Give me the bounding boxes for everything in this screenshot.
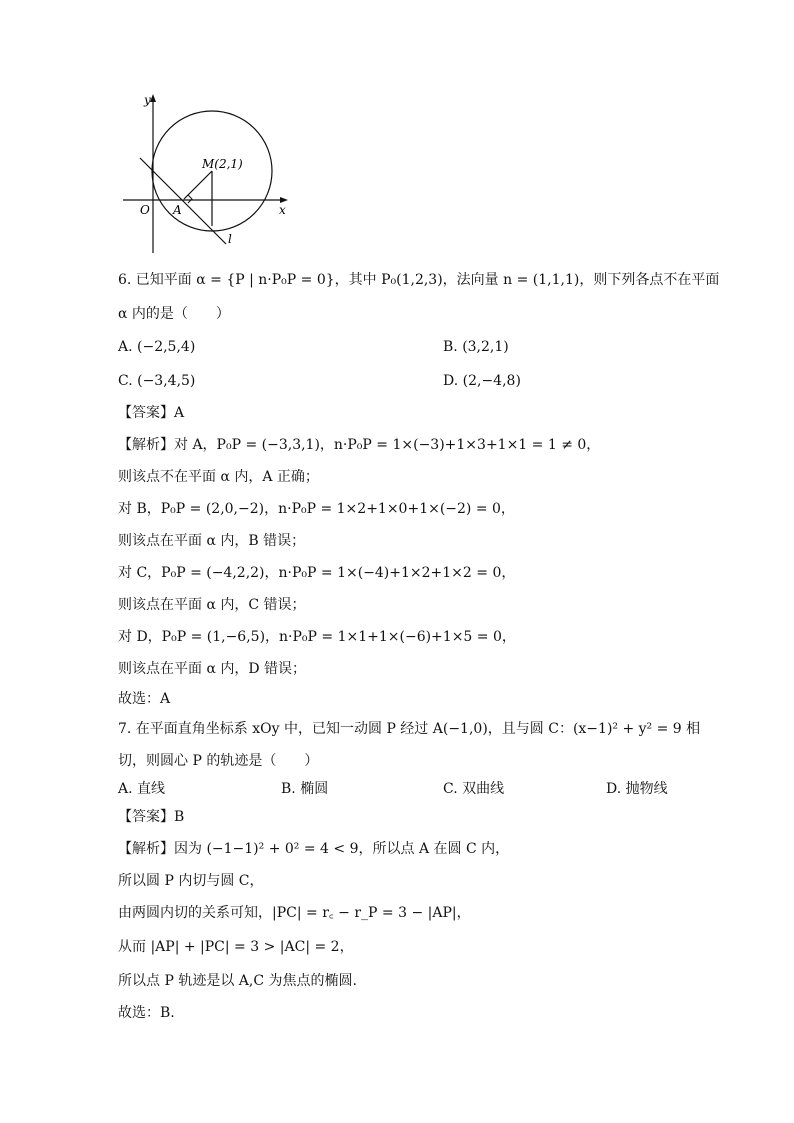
q6-stem-line2: α 内的是（ ）	[118, 306, 230, 322]
q7-option-d: D. 抛物线	[606, 781, 668, 797]
q7-analysis-5: 所以点 P 轨迹是以 A,C 为焦点的椭圆.	[118, 973, 357, 989]
q7-option-a: A. 直线	[118, 781, 166, 797]
q7-analysis-3: 由两圆内切的关系可知，|PC| = r꜀ − r_P = 3 − |AP|，	[118, 905, 471, 921]
label-x: x	[279, 203, 286, 217]
q7-analysis-6: 故选：B.	[118, 1005, 175, 1021]
q6-option-b: B. (3,2,1)	[443, 339, 509, 355]
q7-analysis-1: 【解析】因为 (−1−1)² + 0² = 4 < 9，所以点 A 在圆 C 内，	[118, 841, 510, 857]
q6-analysis-4: 则该点在平面 α 内，B 错误；	[118, 533, 306, 549]
q6-analysis-5: 对 C，P₀P = (−4,2,2)，n·P₀P = 1×(−4)+1×2+1×2 = 0，	[118, 565, 516, 581]
q6-analysis-7: 对 D，P₀P = (1,−6,5)，n·P₀P = 1×1+1×(−6)+1×5 = 0，	[118, 629, 516, 645]
q7-stem-line2: 切，则圆心 P 的轨迹是（ ）	[118, 753, 319, 769]
q7-analysis-2: 所以圆 P 内切与圆 C，	[118, 873, 264, 889]
q7-answer: 【答案】B	[118, 809, 185, 825]
right-angle-mark	[188, 195, 192, 203]
q7-analysis-4: 从而 |AP| + |PC| = 3 > |AC| = 2，	[118, 939, 354, 955]
q7-option-c: C. 双曲线	[443, 781, 505, 797]
label-a: A	[173, 203, 182, 217]
label-y: y	[144, 93, 151, 107]
q6-answer: 【答案】A	[118, 405, 185, 421]
geometry-figure	[118, 88, 298, 256]
q6-analysis-8: 则该点在平面 α 内，D 错误；	[118, 661, 307, 677]
q6-option-c: C. (−3,4,5)	[118, 373, 196, 389]
q7-stem-line1: 7. 在平面直角坐标系 xOy 中，已知一动圆 P 经过 A(−1,0)，且与圆 C：(x−1)² + y² = 9 相	[118, 721, 701, 737]
q7-option-b: B. 椭圆	[281, 781, 329, 797]
q6-analysis-9: 故选：A	[118, 691, 171, 707]
label-l: l	[228, 232, 232, 246]
q6-option-d: D. (2,−4,8)	[443, 373, 521, 389]
q6-analysis-6: 则该点在平面 α 内，C 错误；	[118, 597, 306, 613]
q6-stem-line1: 6. 已知平面 α = {P | n·P₀P = 0}，其中 P₀(1,2,3)，法向量 n = (1,1,1)，则下列各点不在平面	[118, 272, 720, 288]
q6-option-a: A. (−2,5,4)	[118, 339, 196, 355]
label-m: M(2,1)	[202, 157, 243, 171]
q6-analysis-1: 【解析】对 A，P₀P = (−3,3,1)，n·P₀P = 1×(−3)+1×3+1×1 = 1 ≠ 0，	[118, 437, 601, 453]
label-o: O	[140, 203, 150, 217]
y-axis-arrow	[150, 94, 156, 102]
q6-analysis-2: 则该点不在平面 α 内，A 正确；	[118, 469, 319, 485]
q6-analysis-3: 对 B，P₀P = (2,0,−2)，n·P₀P = 1×2+1×0+1×(−2) = 0，	[118, 501, 515, 517]
